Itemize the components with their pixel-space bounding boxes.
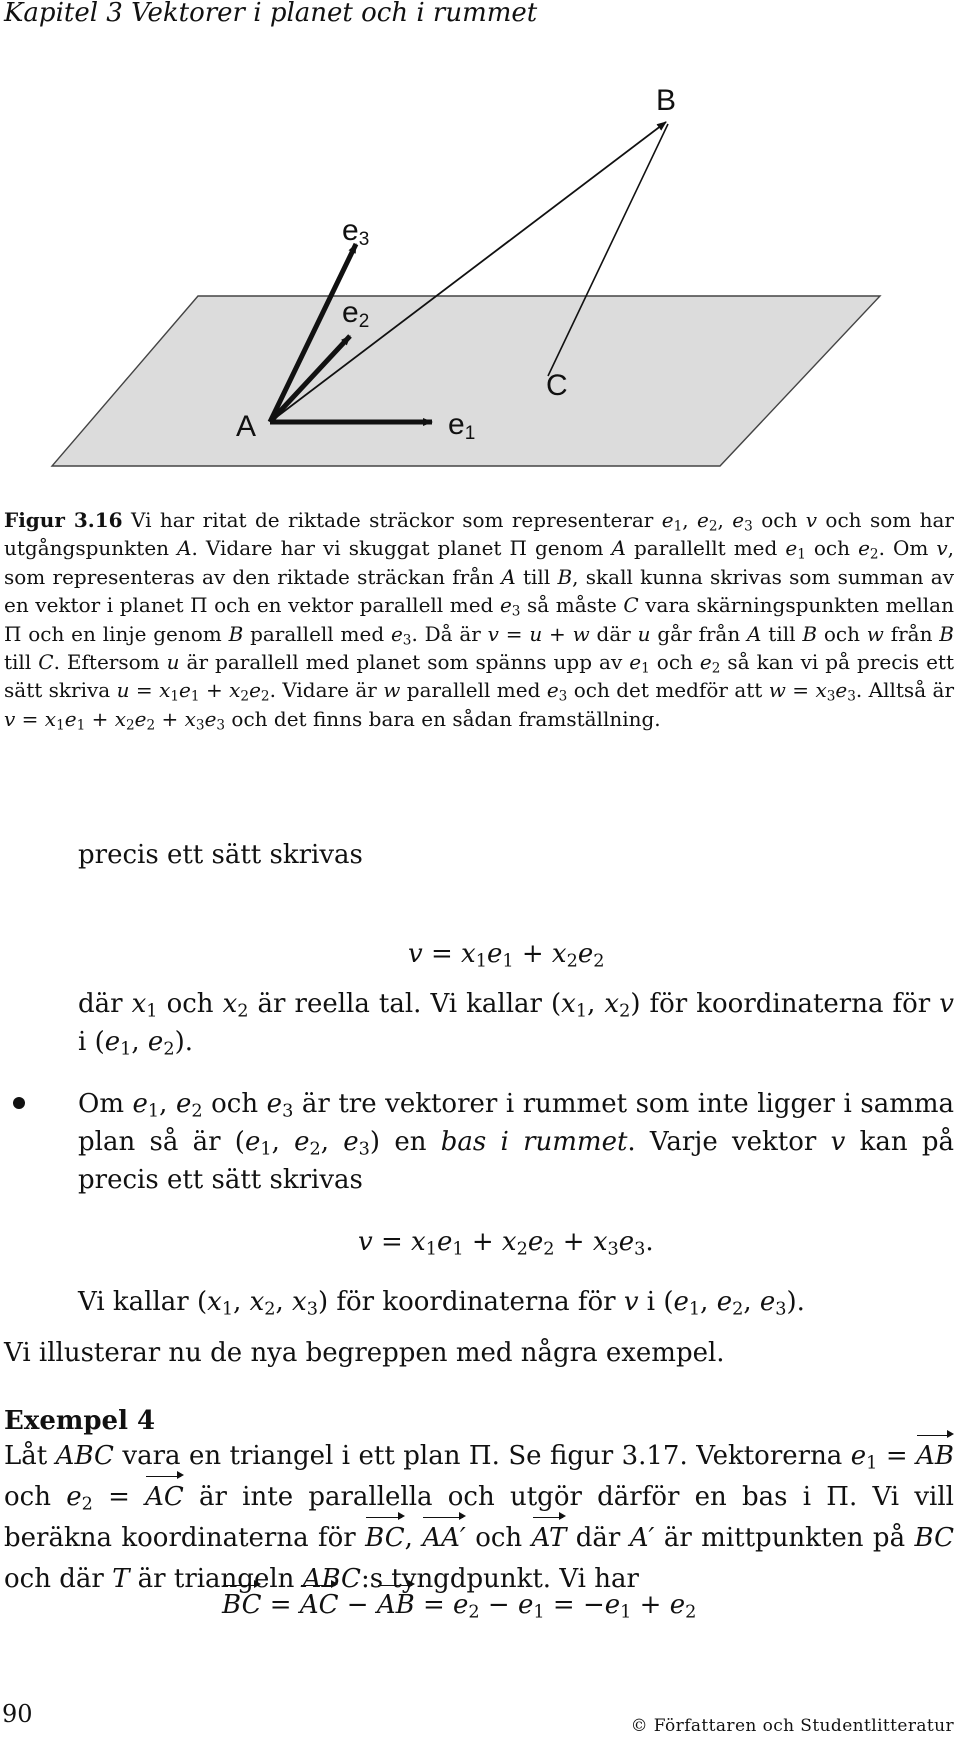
example-text: Låt ABC vara en triangel i ett plan Π. Se figur 3.17. Vektorerna $e_1$ = AB och $e_2$ = AC är inte parallella och utgör därför en bas i Π. Vi vill beräkna koordinaterna för BC, AA′ och AT där A′ är mittpunkten på BC och där T är triangeln ABC:s tyngdpunkt. Vi har: [4, 1436, 954, 1600]
paragraph-illustrerar: Vi illusterar nu de nya begreppen med några exempel.: [4, 1338, 725, 1368]
example-title: Exempel 4: [4, 1406, 156, 1436]
paragraph-precis: precis ett sätt skrivas: [78, 840, 363, 870]
equation-bc: BC = AC − AB = $e_2 - e_1 = -e_1 + e_2$: [222, 1586, 696, 1624]
paragraph-bas-i-rummet: Om $e_1$, $e_2$ och $e_3$ är tre vektorer i rummet som inte ligger i samma plan så är ($e_1$, $e_2$, $e_3$) en bas i rummet. Varje vektor v kan på precis ett sätt skrivas: [78, 1089, 954, 1195]
label-e1: e1: [448, 408, 476, 444]
equation-v-2d: $v = x_1e_1 + x_2e_2$: [408, 939, 605, 972]
label-e2: e2: [342, 296, 370, 332]
label-a: A: [236, 410, 257, 443]
label-e3: e3: [342, 214, 370, 250]
bullet-point: [13, 1097, 25, 1109]
footer-copyright: © Författaren och Studentlitteratur: [630, 1716, 954, 1736]
figure-3-16: [0, 0, 960, 500]
paragraph-koordinater-3d: Vi kallar ($x_1$, $x_2$, $x_3$) för koordinaterna för v i ($e_1$, $e_2$, $e_3$).: [78, 1287, 805, 1320]
label-c: C: [546, 369, 568, 402]
page-number: 90: [2, 1700, 33, 1728]
figure-caption: Figur 3.16 Vi har ritat de riktade sträckor som representerar $e_1$, $e_2$, $e_3$ och v och som har utgångspunkten A. Vidare har vi skuggat planet Π genom A parallellt med $e_1$ och $e_2$. Om v, som representeras av den riktade sträckan från A till B, skall kunna skrivas som summan av en vektor i planet Π och en vektor parallell med $e_3$ så måste C vara skärningspunkten mellan Π och en linje genom B parallell med $e_3$. Då är v = u + w där u går från A till B och w från B till C. Eftersom u är parallell med planet som spänns upp av $e_1$ och $e_2$ så kan vi på precis ett sätt skriva $u = x_1e_1 + x_2e_2$. Vidare är w parallell med $e_3$ och det medför att $w = x_3e_3$. Alltså är $v = x_1e_1 + x_2e_2 + x_3e_3$ och det finns bara en sådan framställning.: [4, 508, 955, 734]
label-b: B: [656, 84, 677, 117]
paragraph-koordinater-2d: där $x_1$ och $x_2$ är reella tal. Vi kallar ($x_1$, $x_2$) för koordinaterna för v i ($e_1$, $e_2$).: [78, 989, 954, 1060]
equation-v-3d: $v = x_1e_1 + x_2e_2 + x_3e_3$.: [358, 1227, 654, 1260]
page-header: Kapitel 3 Vektorer i planet och i rummet: [4, 0, 538, 28]
